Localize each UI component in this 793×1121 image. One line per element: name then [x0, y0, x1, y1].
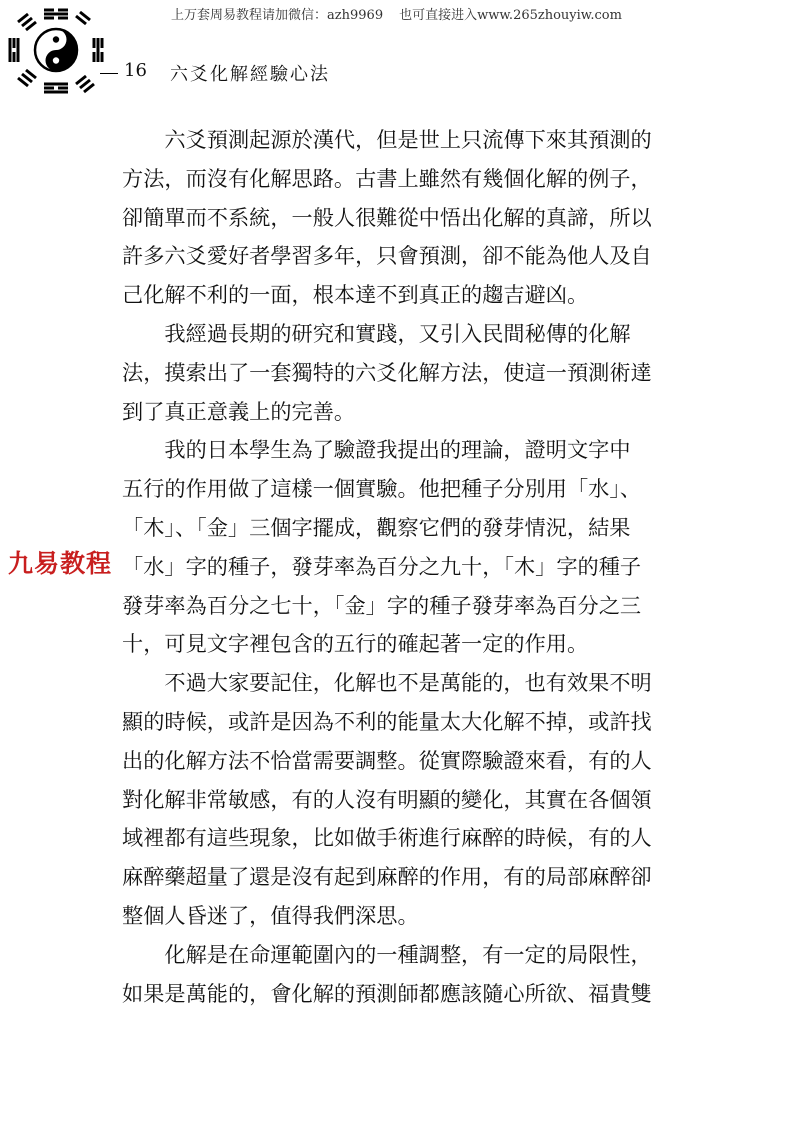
bagua-yin-yang-icon [4, 2, 116, 100]
text-line: 五行的作用做了這樣一個實驗。他把種子分別用「水」、 [122, 476, 642, 502]
text-line: 顯的時候，或許是因為不利的能量太大化解不掉，或許找 [122, 708, 652, 734]
text-line: 十，可見文字裡包含的五行的確起著一定的作用。 [122, 631, 589, 657]
text-line: 出的化解方法不恰當需要調整。從實際驗證來看，有的人 [122, 747, 652, 773]
text-line: 我的日本學生為了驗證我提出的理論，證明文字中 [164, 437, 631, 463]
header-rule [100, 73, 118, 74]
running-title: 六爻化解經驗心法 [170, 64, 330, 85]
side-watermark: 九易教程 [8, 544, 112, 580]
text-line: 「水」字的種子，發芽率為百分之九十，「木」字的種子 [122, 553, 642, 579]
paragraph [122, 936, 712, 1014]
paragraph [122, 431, 712, 664]
text-line: 方法，而沒有化解思路。古書上雖然有幾個化解的例子， [122, 165, 652, 191]
paragraph [122, 315, 712, 431]
page-number: 16 [124, 60, 147, 81]
paragraph [122, 121, 712, 315]
text-line: 域裡都有這些現象，比如做手術進行麻醉的時候，有的人 [122, 825, 652, 851]
top-watermark-left: 上万套周易教程请加微信：azh9969 [171, 8, 384, 23]
text-line: 「木」、「金」三個字擺成，觀察它們的發芽情況，結果 [122, 514, 631, 540]
top-watermark-right: 也可直接进入www.265zhouyiw.com [399, 8, 622, 23]
body-text [122, 121, 712, 1013]
text-line: 麻醉藥超量了還是沒有起到麻醉的作用，有的局部麻醉卻 [122, 864, 652, 890]
text-line: 我經過長期的研究和實踐，又引入民間秘傳的化解 [164, 320, 631, 346]
text-line: 如果是萬能的，會化解的預測師都應該隨心所欲、福貴雙 [122, 980, 652, 1006]
paragraph [122, 664, 712, 936]
text-line: 許多六爻愛好者學習多年，只會預測，卻不能為他人及自 [122, 243, 652, 269]
text-line: 化解是在命運範圍內的一種調整，有一定的局限性， [164, 941, 652, 967]
text-line: 對化解非常敏感，有的人沒有明顯的變化，其實在各個領 [122, 786, 652, 812]
text-line: 到了真正意義上的完善。 [122, 398, 356, 424]
text-line: 不過大家要記住，化解也不是萬能的，也有效果不明 [164, 670, 652, 696]
text-line: 六爻預測起源於漢代，但是世上只流傳下來其預測的 [164, 127, 652, 152]
top-watermark [0, 4, 793, 23]
text-line: 法，摸索出了一套獨特的六爻化解方法，使這一預測術達 [122, 359, 652, 385]
text-line: 發芽率為百分之七十，「金」字的種子發芽率為百分之三 [122, 592, 642, 618]
text-line: 己化解不利的一面，根本達不到真正的趨吉避凶。 [122, 282, 589, 308]
text-line: 整個人昏迷了，值得我們深思。 [122, 902, 419, 928]
text-line: 卻簡單而不系統，一般人很難從中悟出化解的真諦，所以 [122, 204, 652, 230]
